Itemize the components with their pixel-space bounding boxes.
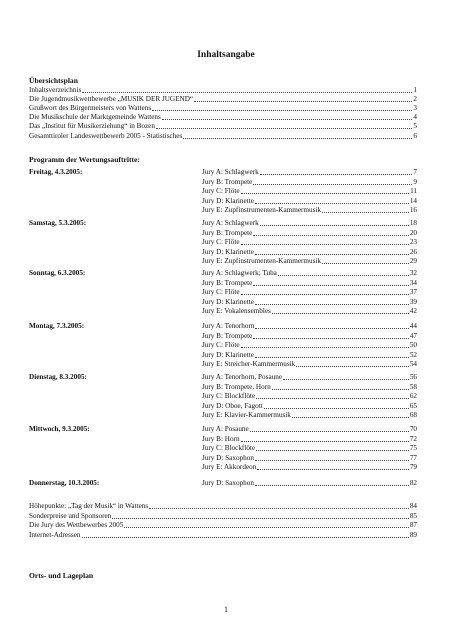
toc-entry[interactable] [202, 425, 417, 434]
toc-entry-page: 1 [413, 85, 417, 94]
toc-entry[interactable] [29, 512, 417, 521]
toc-entry-label: Die Jury des Wettbewerbes 2005 [29, 521, 124, 529]
toc-entry-label: Jury B: Trompete [202, 177, 253, 186]
toc-entry[interactable] [202, 206, 417, 215]
toc-entry[interactable] [202, 257, 417, 266]
toc-entry-page: 47 [409, 331, 417, 340]
toc-entry-page: 70 [409, 425, 417, 433]
toc-entry-label: Jury A: Schlagwerk [202, 168, 259, 176]
toc-entry[interactable] [202, 288, 417, 297]
toc-entry-page: 18 [409, 219, 417, 227]
toc-entry[interactable] [29, 95, 417, 104]
toc-entry-label: Grußwort des Bürgermeisters von Wattens [29, 103, 152, 112]
toc-entry[interactable] [202, 229, 417, 238]
dot-leader [241, 288, 409, 295]
toc-entry-label: Jury B: Horn [202, 434, 240, 443]
dot-leader [241, 187, 410, 194]
toc-entry-label: Jury B: Trompete [202, 278, 253, 287]
dot-leader [183, 132, 412, 139]
toc-entry[interactable] [29, 521, 417, 530]
toc-entry[interactable] [202, 168, 417, 177]
toc-entry[interactable] [202, 411, 417, 420]
toc-entry[interactable] [202, 332, 417, 341]
toc-entry-label: Jury B: Trompete, Horn [202, 382, 271, 391]
map-heading: Orts- und Lageplan [29, 571, 94, 580]
toc-entry-label: Jury A: Tenorhorn [202, 322, 255, 330]
toc-entry-page: 26 [409, 247, 417, 256]
toc-entry[interactable] [202, 178, 417, 187]
page-number: 1 [224, 605, 228, 614]
dot-leader [255, 454, 409, 461]
toc-entry-label: Jury C: Blockflöte [202, 392, 256, 401]
toc-entry-page: 23 [409, 238, 417, 247]
dot-leader [260, 168, 413, 175]
toc-entry[interactable] [29, 122, 417, 131]
dot-leader [253, 332, 408, 339]
dot-leader [255, 479, 409, 486]
toc-entry-label: Jury A: Posaune [202, 425, 249, 433]
day-label: Sonntag, 6.3.2005: [29, 269, 86, 277]
program-heading: Programm der Wertungsauftritte: [29, 155, 140, 164]
dot-leader [162, 113, 413, 120]
toc-entry-label: Jury D: Saxophon [202, 453, 254, 462]
dot-leader [253, 279, 408, 286]
toc-entry-label: Jury C: Flöte [202, 238, 240, 247]
dot-leader [241, 435, 409, 442]
toc-entry-label: Das „Institut für Musikerziehung“ in Bozen [29, 122, 155, 131]
dot-leader [250, 425, 409, 432]
toc-entry[interactable] [202, 463, 417, 472]
toc-entry[interactable] [202, 307, 417, 316]
toc-entry[interactable] [202, 269, 417, 278]
toc-entry[interactable] [202, 187, 417, 196]
toc-entry-label: Jury B: Trompete [202, 331, 253, 340]
toc-entry[interactable] [202, 402, 417, 411]
dot-leader [241, 341, 409, 348]
day-label: Samstag, 5.3.2005: [29, 219, 87, 227]
toc-entry-page: 29 [409, 257, 417, 266]
toc-entry-label: Höhepunkte: „Tag der Musik“ in Wattens [29, 502, 149, 510]
toc-entry-page: 50 [409, 341, 417, 350]
toc-entry-label: Jury D: Klarinette [202, 247, 254, 256]
dot-leader [272, 307, 409, 314]
toc-entry[interactable] [202, 435, 417, 444]
toc-entry-page: 75 [409, 444, 417, 453]
toc-entry-page: 58 [409, 382, 417, 391]
dot-leader [112, 512, 409, 519]
toc-entry-page: 11 [410, 187, 417, 196]
toc-entry-page: 20 [409, 228, 417, 237]
toc-entry-page: 87 [409, 521, 417, 529]
toc-entry-page: 62 [409, 392, 417, 401]
toc-entry[interactable] [202, 341, 417, 350]
toc-entry[interactable] [202, 360, 417, 369]
toc-entry[interactable] [29, 502, 417, 511]
toc-entry-page: 14 [409, 196, 417, 205]
dot-leader [255, 248, 409, 255]
dot-leader [256, 392, 409, 399]
dot-leader [272, 383, 409, 390]
toc-entry-page: 44 [409, 322, 417, 330]
toc-entry-label: Inhaltsverzeichnis [29, 85, 82, 94]
toc-entry-label: Jury D: Oboe, Fagott [202, 401, 263, 410]
toc-entry-label: Jury C: Flöte [202, 187, 240, 196]
dot-leader [124, 521, 409, 528]
overview-heading: Übersichtsplan [29, 76, 78, 85]
toc-entry[interactable] [29, 86, 417, 95]
dot-leader [194, 95, 412, 102]
toc-entry-label: Jury D: Klarinette [202, 196, 254, 205]
toc-entry-label: Jury C: Flöte [202, 341, 240, 350]
dot-leader [283, 373, 409, 380]
toc-entry-page: 85 [409, 511, 417, 520]
toc-entry-page: 84 [409, 502, 417, 510]
toc-entry[interactable] [202, 444, 417, 453]
toc-entry-page: 77 [409, 453, 417, 462]
dot-leader [322, 206, 409, 213]
day-label: Freitag, 4.3.2005: [29, 168, 83, 176]
toc-entry-page: 37 [409, 288, 417, 297]
day-label: Mittwoch, 9.3.2005: [29, 425, 90, 433]
toc-entry-label: Jury E: Zupfinstrumenten-Kammermusik [202, 206, 321, 215]
page-title: Inhaltsangabe [197, 50, 255, 60]
toc-entry[interactable] [202, 298, 417, 307]
toc-entry-label: Jury E: Klavier-Kammermusik [202, 411, 291, 420]
dot-leader [152, 104, 412, 111]
toc-entry[interactable] [202, 279, 417, 288]
dot-leader [296, 360, 409, 367]
toc-entry-label: Jury B: Trompete [202, 228, 253, 237]
toc-entry[interactable] [202, 219, 417, 228]
toc-entry-page: 89 [409, 530, 417, 539]
toc-entry-label: Internet-Adressen [29, 530, 81, 539]
toc-entry[interactable] [202, 373, 417, 382]
dot-leader [149, 502, 409, 509]
toc-entry-page: 5 [413, 122, 417, 131]
toc-entry-label: Jury D: Klarinette [202, 350, 254, 359]
toc-entry-label: Jury A: Schlagwerk [202, 219, 259, 227]
toc-entry-page: 54 [409, 360, 417, 369]
toc-entry-page: 3 [413, 103, 417, 112]
dot-leader [255, 298, 409, 305]
dot-leader [156, 122, 412, 129]
toc-entry-label: Jury C: Blockflöte [202, 444, 256, 453]
dot-leader [292, 411, 409, 418]
dot-leader [255, 351, 409, 358]
toc-entry[interactable] [29, 113, 417, 122]
toc-entry[interactable] [29, 132, 417, 141]
dot-leader [264, 402, 409, 409]
toc-entry-page: 42 [409, 307, 417, 316]
dot-leader [278, 269, 409, 276]
toc-entry-page: 32 [409, 269, 417, 277]
dot-leader [260, 219, 409, 226]
toc-entry-label: Jury E: Vokalensembles [202, 307, 271, 316]
toc-entry-label: Jury C: Flöte [202, 288, 240, 297]
toc-entry-page: 52 [409, 350, 417, 359]
toc-entry[interactable] [29, 104, 417, 113]
toc-entry-label: Jury D: Klarinette [202, 297, 254, 306]
dot-leader [82, 531, 409, 538]
toc-entry-page: 68 [409, 411, 417, 420]
dot-leader [241, 238, 409, 245]
day-label: Dienstag, 8.3.2005: [29, 373, 87, 381]
toc-entry[interactable] [202, 392, 417, 401]
toc-entry-page: 2 [413, 94, 417, 103]
toc-entry-label: Jury E: Streicher-Kammermusik [202, 360, 296, 369]
toc-entry-page: 6 [413, 131, 417, 140]
dot-leader [253, 178, 412, 185]
toc-entry[interactable] [29, 531, 417, 540]
toc-entry-page: 65 [409, 401, 417, 410]
dot-leader [253, 229, 408, 236]
dot-leader [322, 257, 409, 264]
toc-entry[interactable] [202, 322, 417, 331]
toc-entry[interactable] [202, 351, 417, 360]
dot-leader [255, 197, 409, 204]
toc-entry-page: 16 [409, 206, 417, 215]
toc-entry-label: Jury E: Zupfinstrumenten-Kammermusik [202, 257, 321, 266]
dot-leader [257, 463, 409, 470]
dot-leader [82, 86, 412, 93]
toc-entry[interactable] [202, 248, 417, 257]
toc-entry-label: Gesamttiroler Landeswettbewerb 2005 - Statistisches [29, 131, 183, 140]
toc-entry-label: Sonderpreise und Sponsoren [29, 511, 112, 520]
toc-entry-page: 72 [409, 434, 417, 443]
toc-entry-page: 34 [409, 278, 417, 287]
toc-entry-page: 79 [409, 463, 417, 472]
toc-entry-page: 56 [409, 373, 417, 381]
toc-entry-page: 4 [413, 113, 417, 122]
toc-entry[interactable] [202, 238, 417, 247]
dot-leader [255, 322, 408, 329]
toc-entry-label: Die Musikschule der Marktgemeinde Wattens [29, 113, 161, 122]
toc-entry-label: Jury A: Tenorhorn, Posaune [202, 373, 283, 381]
toc-entry[interactable] [202, 383, 417, 392]
toc-entry-label: Die Jugendmusikwettbewerbe „MUSIK DER JUGEND“ [29, 94, 194, 103]
toc-entry-label: Jury A: Schlagwerk; Tuba [202, 269, 277, 277]
toc-entry[interactable] [202, 479, 417, 488]
dot-leader [256, 444, 409, 451]
toc-entry-page: 9 [413, 177, 417, 186]
day-label: Donnerstag, 10.3.2005: [29, 479, 100, 487]
toc-entry-page: 39 [409, 297, 417, 306]
toc-entry-page: 82 [409, 479, 417, 487]
toc-entry[interactable] [202, 454, 417, 463]
toc-entry-label: Jury E: Akkordeon [202, 463, 257, 472]
toc-entry-label: Jury D: Saxophon [202, 479, 254, 487]
toc-entry[interactable] [202, 197, 417, 206]
day-label: Montag, 7.3.2005: [29, 322, 85, 330]
toc-entry-page: 7 [413, 168, 417, 176]
